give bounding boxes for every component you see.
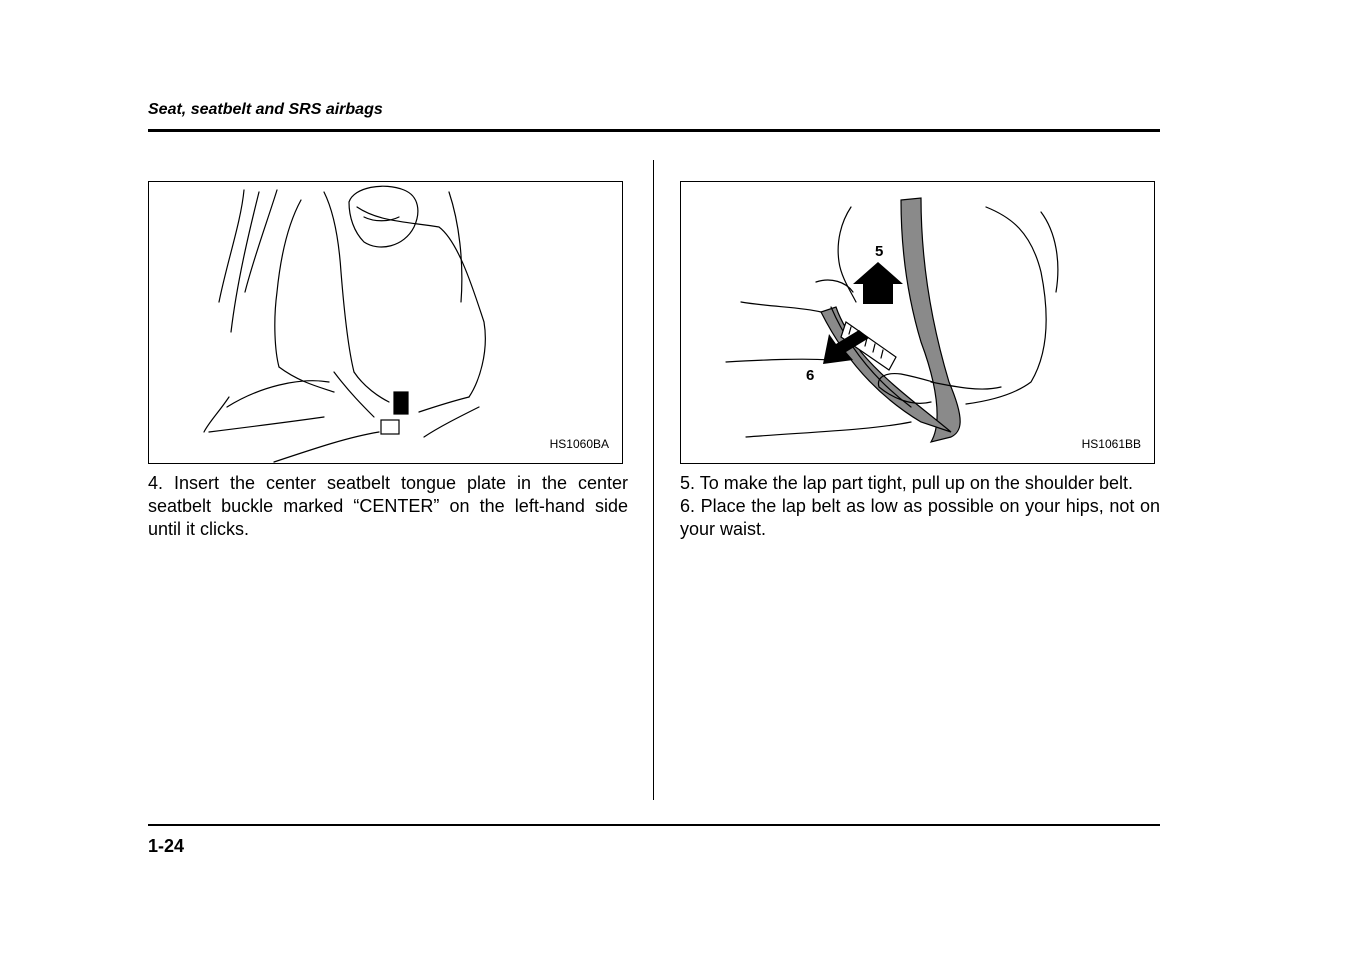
figure-lap-belt-illustration [680, 181, 1155, 464]
figure-center-buckle-illustration [148, 181, 623, 464]
callout-5: 5 [875, 243, 884, 260]
step-4-text [148, 472, 628, 541]
header-rule [148, 129, 1160, 132]
figure-code: HS1061BB [1081, 437, 1141, 451]
footer-rule [148, 824, 1160, 826]
step-4-paragraph: 4. Insert the center seatbelt tongue plate in the center seatbelt buckle marked “CENTER” on the left-hand side until it clicks. [148, 473, 628, 539]
callout-6: 6 [806, 367, 815, 384]
lap-belt-drawing [681, 182, 1156, 465]
page-number: 1-24 [148, 836, 185, 856]
section-header: Seat, seatbelt and SRS airbags [148, 101, 383, 118]
steps-5-6-text [680, 472, 1160, 541]
step-6-paragraph: 6. Place the lap belt as low as possible on your hips, not on your waist. [680, 496, 1160, 539]
figure-code: HS1060BA [549, 437, 609, 451]
seatbelt-insert-drawing [149, 182, 624, 465]
step-5-paragraph: 5. To make the lap part tight, pull up on the shoulder belt. [680, 473, 1133, 493]
column-divider [653, 160, 654, 800]
